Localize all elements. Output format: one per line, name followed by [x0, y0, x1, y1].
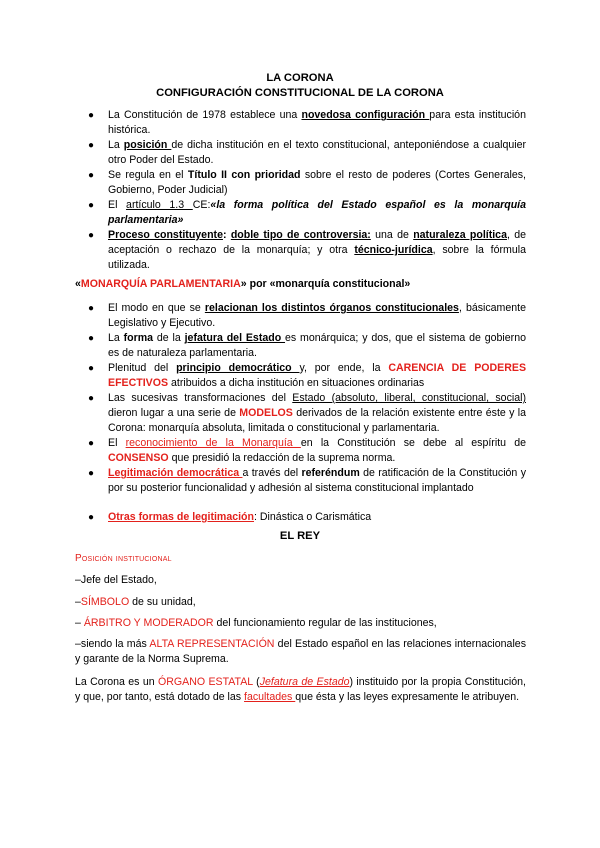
list-item: Se regula en el Título II con prioridad sobre el resto de poderes (Cortes Generales, Gobierno, Poder Judicial)	[108, 169, 526, 196]
rey-line-representacion: –siendo la más ALTA REPRESENTACIÓN del Estado español en las relaciones internacionales y garante de la Norma Suprema.	[75, 638, 526, 665]
section-title-configuracion: CONFIGURACIÓN CONSTITUCIONAL DE LA CORONA	[156, 87, 444, 99]
rey-line-jefe: –Jefe del Estado,	[75, 574, 157, 586]
bullet-icon: ●	[88, 363, 95, 374]
document-title: LA CORONA	[266, 72, 334, 84]
bullet-icon: ●	[88, 200, 95, 211]
list-item: El modo en que se relacionan los distintos órganos constitucionales, básicamente Legislativo y Ejecutivo.	[108, 302, 527, 329]
bullet-icon: ●	[88, 333, 95, 344]
bullet-icon: ●	[88, 140, 95, 151]
section-title-el-rey: EL REY	[279, 530, 321, 542]
list-item: El reconocimiento de la Monarquía en la Constitución se debe al espíritu de CONSENSO que presidió la redacción de la suprema norma.	[108, 437, 526, 464]
section-heading-monarquia: «MONARQUÍA PARLAMENTARIA» por «monarquía constitucional»	[75, 278, 411, 290]
bullet-icon: ●	[88, 468, 95, 479]
list-item: Proceso constituyente: doble tipo de controversia: una de naturaleza política, de aceptación o rechazo de la monarquía; y otra técnico-jurídica, sobre la fórmula utilizada.	[108, 229, 526, 271]
bullet-icon: ●	[88, 110, 95, 121]
list-item: El artículo 1.3 CE:«la forma política del Estado español es la monarquía parlamentaria»	[108, 199, 527, 226]
bullet-icon: ●	[88, 393, 95, 404]
rey-line-simbolo: –SÍMBOLO de su unidad,	[75, 596, 196, 608]
bullet-icon: ●	[88, 438, 95, 449]
bullet-icon: ●	[88, 303, 95, 314]
list-item: La Constitución de 1978 establece una novedosa configuración para esta institución histórica.	[108, 109, 526, 136]
list-item: Las sucesivas transformaciones del Estado (absoluto, liberal, constitucional, social) dieron lugar a una serie de MODELOS derivados de la relación existente entre éste y la Corona: monarquía absoluta, limitada o constitucional y parlamentaria.	[108, 392, 526, 434]
bullet-icon: ●	[88, 230, 95, 241]
list-item: Otras formas de legitimación: Dinástica o Carismática	[108, 511, 372, 523]
rey-paragraph-organo: La Corona es un ÓRGANO ESTATAL (Jefatura de Estado) instituido por la propia Constitución, y que, por tanto, está dotado de las facultades que ésta y las leyes expresamente le atribuyen.	[75, 676, 526, 703]
subsection-heading-posicion: Posición institucional	[75, 553, 172, 564]
bullet-icon: ●	[88, 170, 95, 181]
list-item: La posición de dicha institución en el texto constitucional, anteponiéndose a cualquier otro Poder del Estado.	[108, 139, 527, 166]
list-item: Plenitud del principio democrático y, por ende, la CARENCIA DE PODERES EFECTIVOS atribuidos a dicha institución en situaciones ordinarias	[108, 362, 527, 389]
rey-line-arbitro: – ÁRBITRO Y MODERADOR del funcionamiento regular de las instituciones,	[75, 617, 437, 629]
list-item: Legitimación democrática a través del referéndum de ratificación de la Constitución y por su posterior funcionalidad y adhesión al sistema constitucional implantado	[108, 467, 526, 494]
bullet-icon: ●	[88, 512, 95, 523]
list-item: La forma de la jefatura del Estado es monárquica; y dos, que el sistema de gobierno es de naturaleza parlamentaria.	[108, 332, 526, 359]
